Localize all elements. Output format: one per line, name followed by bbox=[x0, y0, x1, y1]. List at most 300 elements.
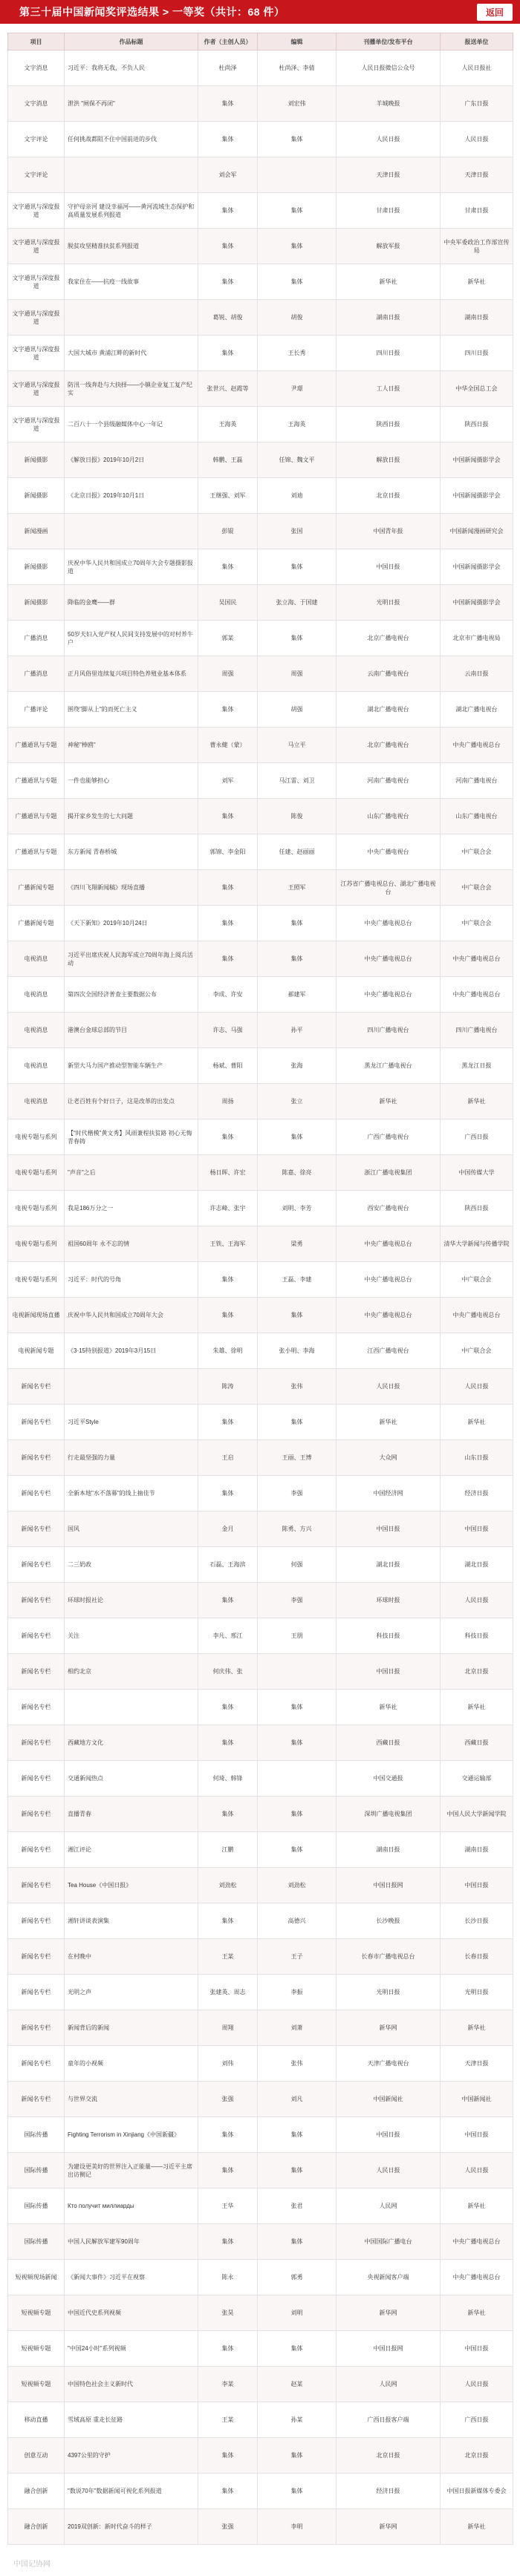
cell-publisher: 北京广播电视台 bbox=[337, 621, 441, 656]
cell-category: 新闻摄影 bbox=[8, 478, 65, 514]
cell-publisher: 中国国际广播电台 bbox=[337, 2224, 441, 2260]
cell-category: 文字评论 bbox=[8, 122, 65, 157]
cell-author: 集体 bbox=[198, 906, 258, 941]
table-row bbox=[8, 86, 513, 122]
table-row bbox=[8, 1725, 513, 1761]
table-row bbox=[8, 2438, 513, 2474]
cell-author: 集体 bbox=[198, 1262, 258, 1298]
cell-category: 电视专题与系列 bbox=[8, 1262, 65, 1298]
table-row bbox=[8, 371, 513, 407]
cell-title: 我家住在——抗疫一线故事 bbox=[65, 264, 198, 300]
cell-publisher: 环球时报 bbox=[337, 1583, 441, 1618]
cell-editor: 高德兴 bbox=[258, 1903, 337, 1939]
cell-title: 防汛一线奔赴与大抉择——小镇企业复工复产纪实 bbox=[65, 371, 198, 407]
cell-title: 50岁夫妇入党产权人民间支持发展中的对村养牛户 bbox=[65, 621, 198, 656]
cell-publisher: 中国日报 bbox=[337, 549, 441, 585]
cell-editor: 张小明、李海 bbox=[258, 1333, 337, 1369]
cell-publisher: 中国日报 bbox=[337, 2117, 441, 2153]
cell-editor: 张立海、于国建 bbox=[258, 585, 337, 621]
cell-category: 广播新闻专题 bbox=[8, 906, 65, 941]
cell-submitter: 科技日报 bbox=[441, 1618, 513, 1654]
cell-editor: 郝建军 bbox=[258, 977, 337, 1013]
cell-submitter: 湖北广播电视台 bbox=[441, 692, 513, 728]
cell-category: 电视消息 bbox=[8, 941, 65, 977]
cell-publisher: 广西日报客户端 bbox=[337, 2402, 441, 2438]
cell-category: 文字通讯与深度报道 bbox=[8, 371, 65, 407]
cell-author: 杨日晖、许宏 bbox=[198, 1155, 258, 1191]
cell-editor: 集体 bbox=[258, 2474, 337, 2509]
cell-category: 文字通讯与深度报道 bbox=[8, 229, 65, 264]
cell-title: 在村晚中 bbox=[65, 1939, 198, 1975]
cell-publisher: 科技日报 bbox=[337, 1618, 441, 1654]
column-header-submitter: 报送单位 bbox=[441, 33, 513, 50]
cell-editor bbox=[258, 1761, 337, 1797]
cell-title: 2019双创新：新时代奋斗的样子 bbox=[65, 2509, 198, 2545]
cell-submitter: 天津日报 bbox=[441, 2046, 513, 2082]
cell-submitter: 山东广播电视台 bbox=[441, 799, 513, 834]
cell-submitter: 中央广播电视总台 bbox=[441, 2224, 513, 2260]
cell-submitter: 中广联合会 bbox=[441, 870, 513, 906]
table-row bbox=[8, 1975, 513, 2010]
cell-category: 新闻漫画 bbox=[8, 514, 65, 549]
cell-publisher: 中央广播电视总台 bbox=[337, 906, 441, 941]
table-row bbox=[8, 1903, 513, 1939]
cell-title: 西藏地方文化 bbox=[65, 1725, 198, 1761]
cell-author: 集体 bbox=[198, 264, 258, 300]
cell-submitter: 北京市广播电视局 bbox=[441, 621, 513, 656]
table-row bbox=[8, 157, 513, 193]
cell-publisher: 江西广播电视台 bbox=[337, 1333, 441, 1369]
cell-editor: 张伟 bbox=[258, 1369, 337, 1405]
cell-publisher: 天津日报 bbox=[337, 157, 441, 193]
cell-category: 电视专题与系列 bbox=[8, 1226, 65, 1262]
cell-publisher: 中央广播电视总台 bbox=[337, 1262, 441, 1298]
cell-title: 我是186万分之一 bbox=[65, 1191, 198, 1226]
cell-author: 王某 bbox=[198, 1939, 258, 1975]
cell-submitter: 新华社 bbox=[441, 2010, 513, 2046]
cell-category: 广播消息 bbox=[8, 656, 65, 692]
cell-publisher: 黑龙江广播电视台 bbox=[337, 1048, 441, 1084]
table-row bbox=[8, 300, 513, 336]
cell-publisher: 人民网 bbox=[337, 2367, 441, 2402]
cell-author: 王铁、王海军 bbox=[198, 1226, 258, 1262]
table-row bbox=[8, 1654, 513, 1690]
cell-submitter: 长春日报 bbox=[441, 1939, 513, 1975]
table-row bbox=[8, 799, 513, 834]
cell-author: 李某 bbox=[198, 2367, 258, 2402]
cell-title: 《3·15特别报道》2019年3月15日 bbox=[65, 1333, 198, 1369]
cell-author: 集体 bbox=[198, 86, 258, 122]
table-row bbox=[8, 2402, 513, 2438]
table-body bbox=[8, 50, 513, 2545]
cell-publisher: 中国经济网 bbox=[337, 1476, 441, 1511]
cell-category: 广播新闻专题 bbox=[8, 870, 65, 906]
cell-author: 张世兴、赵霞等 bbox=[198, 371, 258, 407]
cell-category: 文字通讯与深度报道 bbox=[8, 193, 65, 229]
table-row bbox=[8, 1690, 513, 1725]
cell-publisher: 中国日报 bbox=[337, 1654, 441, 1690]
cell-editor: 孙平 bbox=[258, 1013, 337, 1048]
cell-publisher: 四川日报 bbox=[337, 336, 441, 371]
cell-submitter: 新华社 bbox=[441, 1405, 513, 1440]
cell-editor: 集体 bbox=[258, 906, 337, 941]
table-row bbox=[8, 621, 513, 656]
cell-category: 新闻名专栏 bbox=[8, 1832, 65, 1868]
cell-editor: 集体 bbox=[258, 549, 337, 585]
cell-title: "数说70年"数据新闻可视化系列报道 bbox=[65, 2474, 198, 2509]
cell-category: 文字通讯与深度报道 bbox=[8, 300, 65, 336]
cell-publisher: 中国日报网 bbox=[337, 1868, 441, 1903]
cell-category: 广播通讯与专题 bbox=[8, 728, 65, 763]
cell-title: 行走最坚强的力量 bbox=[65, 1440, 198, 1476]
cell-editor: 王照军 bbox=[258, 870, 337, 906]
cell-publisher: 解放军报 bbox=[337, 229, 441, 264]
table-row bbox=[8, 1618, 513, 1654]
cell-editor: 集体 bbox=[258, 2438, 337, 2474]
cell-author: 周翔 bbox=[198, 2010, 258, 2046]
cell-editor: 李振 bbox=[258, 1975, 337, 2010]
cell-editor: 任建、赵丽丽 bbox=[258, 834, 337, 870]
cell-author: 郭某 bbox=[198, 621, 258, 656]
cell-author: 何琦、韩锋 bbox=[198, 1761, 258, 1797]
cell-title: 《天下新知》2019年10月24日 bbox=[65, 906, 198, 941]
cell-publisher: 光明日报 bbox=[337, 1975, 441, 2010]
cell-submitter: 湖北日报 bbox=[441, 1547, 513, 1583]
table-row bbox=[8, 193, 513, 229]
cell-editor: 刘劲松 bbox=[258, 1868, 337, 1903]
cell-submitter: 中国新闻摄影学会 bbox=[441, 585, 513, 621]
cell-category: 新闻名专栏 bbox=[8, 1440, 65, 1476]
cell-author: 葛锐、胡俊 bbox=[198, 300, 258, 336]
cell-author: 刘伟 bbox=[198, 2046, 258, 2082]
cell-category: 新闻名专栏 bbox=[8, 2046, 65, 2082]
cell-publisher: 西藏日报 bbox=[337, 1725, 441, 1761]
cell-editor: 刘明、李芳 bbox=[258, 1191, 337, 1226]
table-row bbox=[8, 585, 513, 621]
table-row bbox=[8, 549, 513, 585]
cell-category: 短视频现场新闻 bbox=[8, 2260, 65, 2295]
cell-publisher: 人民日报 bbox=[337, 2153, 441, 2188]
table-row bbox=[8, 1939, 513, 1975]
cell-category: 新闻名专栏 bbox=[8, 2082, 65, 2117]
back-button[interactable]: 返回 bbox=[477, 4, 513, 21]
cell-category: 广播评论 bbox=[8, 692, 65, 728]
cell-title: 相约北京 bbox=[65, 1654, 198, 1690]
cell-editor: 王磊、李建 bbox=[258, 1262, 337, 1298]
cell-author: 王继强、刘军 bbox=[198, 478, 258, 514]
header-bar bbox=[0, 0, 520, 24]
cell-submitter: 四川日报 bbox=[441, 336, 513, 371]
cell-publisher: 湖南日报 bbox=[337, 300, 441, 336]
cell-submitter: 中国新闻漫画研究会 bbox=[441, 514, 513, 549]
cell-category: 电视消息 bbox=[8, 1084, 65, 1119]
cell-editor: 集体 bbox=[258, 1832, 337, 1868]
cell-title: 中国近代史系列视频 bbox=[65, 2295, 198, 2331]
cell-publisher: 江苏省广播电视总台、湖北广播电视台 bbox=[337, 870, 441, 906]
cell-category: 新闻名专栏 bbox=[8, 1547, 65, 1583]
cell-publisher: 光明日报 bbox=[337, 585, 441, 621]
table-row bbox=[8, 2295, 513, 2331]
cell-category: 创意互动 bbox=[8, 2438, 65, 2474]
table-row bbox=[8, 442, 513, 478]
cell-category: 电视新闻现场直播 bbox=[8, 1298, 65, 1333]
table-row bbox=[8, 1333, 513, 1369]
cell-author: 集体 bbox=[198, 229, 258, 264]
cell-title: 一件也能够担心 bbox=[65, 763, 198, 799]
cell-author: 集体 bbox=[198, 2438, 258, 2474]
cell-submitter: 长沙日报 bbox=[441, 1903, 513, 1939]
table-row bbox=[8, 514, 513, 549]
cell-editor: 何强 bbox=[258, 1547, 337, 1583]
cell-category: 国际传播 bbox=[8, 2153, 65, 2188]
cell-title: 二三奶政 bbox=[65, 1547, 198, 1583]
cell-category: 新闻名专栏 bbox=[8, 1868, 65, 1903]
cell-editor: 刘明 bbox=[258, 2295, 337, 2331]
cell-editor: 王长秀 bbox=[258, 336, 337, 371]
cell-publisher: 西安广播电视台 bbox=[337, 1191, 441, 1226]
cell-publisher: 甘肃日报 bbox=[337, 193, 441, 229]
cell-title bbox=[65, 514, 198, 549]
cell-submitter: 新华社 bbox=[441, 2509, 513, 2545]
cell-title: 泄洪 "闸保不再闭" bbox=[65, 86, 198, 122]
cell-author: 集体 bbox=[198, 941, 258, 977]
table-row bbox=[8, 977, 513, 1013]
cell-author: 集体 bbox=[198, 870, 258, 906]
table-row bbox=[8, 2331, 513, 2367]
cell-editor: 集体 bbox=[258, 122, 337, 157]
cell-author: 李凡、邢江 bbox=[198, 1618, 258, 1654]
cell-publisher: 经济日报 bbox=[337, 2474, 441, 2509]
cell-title: 习近平Style bbox=[65, 1405, 198, 1440]
cell-author: 集体 bbox=[198, 1690, 258, 1725]
cell-editor: 杜尚泽、李倩 bbox=[258, 50, 337, 86]
cell-category: 文字消息 bbox=[8, 86, 65, 122]
cell-publisher: 新华社 bbox=[337, 1084, 441, 1119]
cell-title: 降临的金鹰——群 bbox=[65, 585, 198, 621]
cell-category: 新闻名专栏 bbox=[8, 1761, 65, 1797]
cell-publisher: 中国日报网 bbox=[337, 2331, 441, 2367]
cell-publisher: 解放日报 bbox=[337, 442, 441, 478]
cell-editor: 刘宏伟 bbox=[258, 86, 337, 122]
column-header-title: 作品标题 bbox=[65, 33, 198, 50]
cell-submitter: 新华社 bbox=[441, 2188, 513, 2224]
cell-submitter: 中广联合会 bbox=[441, 906, 513, 941]
cell-editor bbox=[258, 1654, 337, 1690]
cell-title bbox=[65, 1369, 198, 1405]
cell-editor: 集体 bbox=[258, 2224, 337, 2260]
cell-publisher: 河南广播电视台 bbox=[337, 763, 441, 799]
cell-title: Tea House《中国日报》 bbox=[65, 1868, 198, 1903]
table-row bbox=[8, 1119, 513, 1155]
cell-author: 郭锦、李金阳 bbox=[198, 834, 258, 870]
cell-submitter: 中国日报 bbox=[441, 2331, 513, 2367]
cell-category: 文字通讯与深度报道 bbox=[8, 407, 65, 442]
cell-category: 新闻摄影 bbox=[8, 549, 65, 585]
cell-publisher: 中央广播电视台 bbox=[337, 834, 441, 870]
cell-submitter: 人民日报 bbox=[441, 1583, 513, 1618]
column-header-editor: 编辑 bbox=[258, 33, 337, 50]
cell-publisher: 湖北广播电视台 bbox=[337, 692, 441, 728]
cell-publisher: 大众网 bbox=[337, 1440, 441, 1476]
cell-submitter: 中广联合会 bbox=[441, 1333, 513, 1369]
cell-publisher: 长春市广播电视总台 bbox=[337, 1939, 441, 1975]
cell-title: 中国特色社会主义新时代 bbox=[65, 2367, 198, 2402]
table-row bbox=[8, 478, 513, 514]
cell-category: 新闻名专栏 bbox=[8, 2010, 65, 2046]
table-row bbox=[8, 336, 513, 371]
cell-editor: 马江雷、刘卫 bbox=[258, 763, 337, 799]
cell-editor: 集体 bbox=[258, 229, 337, 264]
cell-editor: 赵某 bbox=[258, 2367, 337, 2402]
cell-title: 【“时代楷模”黄文秀】风雨兼程扶贫路 初心无悔青春铸 bbox=[65, 1119, 198, 1155]
cell-publisher: 中国日报 bbox=[337, 1511, 441, 1547]
cell-title: 习近平：我将无我，不负人民 bbox=[65, 50, 198, 86]
cell-submitter: 中华全国总工会 bbox=[441, 371, 513, 407]
cell-title: 全新本地"水不落幕"的线上抽佳节 bbox=[65, 1476, 198, 1511]
cell-title: 庆祝中华人民共和国成立70周年大会 bbox=[65, 1298, 198, 1333]
cell-submitter: 中广联合会 bbox=[441, 834, 513, 870]
cell-category: 融合创新 bbox=[8, 2509, 65, 2545]
cell-submitter: 新华社 bbox=[441, 2295, 513, 2331]
cell-editor: 李明 bbox=[258, 2509, 337, 2545]
cell-author: 集体 bbox=[198, 122, 258, 157]
cell-category: 新闻名专栏 bbox=[8, 1654, 65, 1690]
cell-submitter: 人民日报 bbox=[441, 2153, 513, 2188]
cell-title: 中国人民解放军建军90周年 bbox=[65, 2224, 198, 2260]
cell-title: 关注 bbox=[65, 1618, 198, 1654]
cell-author: 李成、许安 bbox=[198, 977, 258, 1013]
cell-category: 短视频专题 bbox=[8, 2367, 65, 2402]
cell-category: 电视消息 bbox=[8, 1013, 65, 1048]
watermark: 中国记协网 bbox=[13, 2560, 51, 2569]
cell-publisher: 人民日报 bbox=[337, 1369, 441, 1405]
table-row bbox=[8, 1832, 513, 1868]
cell-submitter: 四川广播电视台 bbox=[441, 1013, 513, 1048]
cell-title: 港澳台金球总部的节目 bbox=[65, 1013, 198, 1048]
cell-author: 集体 bbox=[198, 799, 258, 834]
cell-category: 新闻名专栏 bbox=[8, 1939, 65, 1975]
cell-author: 周强 bbox=[198, 656, 258, 692]
cell-editor: 集体 bbox=[258, 1797, 337, 1832]
cell-author: 杜尚泽 bbox=[198, 50, 258, 86]
cell-title: 新闻背后的新闻 bbox=[65, 2010, 198, 2046]
cell-author: 集体 bbox=[198, 2117, 258, 2153]
cell-author: 集体 bbox=[198, 1298, 258, 1333]
table-row bbox=[8, 656, 513, 692]
cell-title: 神秘"棒鸥" bbox=[65, 728, 198, 763]
cell-title: 童年的小视频 bbox=[65, 2046, 198, 2082]
cell-publisher: 湖北日报 bbox=[337, 1547, 441, 1583]
table-row bbox=[8, 692, 513, 728]
cell-editor: 集体 bbox=[258, 1405, 337, 1440]
table-row bbox=[8, 1155, 513, 1191]
cell-submitter: 中国日报新媒体专委会 bbox=[441, 2474, 513, 2509]
table-row bbox=[8, 1013, 513, 1048]
cell-author: 许志峰、张宇 bbox=[198, 1191, 258, 1226]
cell-submitter: 湖南日报 bbox=[441, 1832, 513, 1868]
table-row bbox=[8, 728, 513, 763]
table-row bbox=[8, 1797, 513, 1832]
table-row bbox=[8, 870, 513, 906]
cell-category: 广播消息 bbox=[8, 621, 65, 656]
cell-category: 国际传播 bbox=[8, 2188, 65, 2224]
cell-title: 脱贫攻坚精准扶贫系列报道 bbox=[65, 229, 198, 264]
table-row bbox=[8, 2367, 513, 2402]
cell-editor: 集体 bbox=[258, 1690, 337, 1725]
cell-submitter: 光明日报 bbox=[441, 1975, 513, 2010]
cell-category: 移动直播 bbox=[8, 2402, 65, 2438]
cell-submitter: 陕西日报 bbox=[441, 407, 513, 442]
cell-editor: 集体 bbox=[258, 621, 337, 656]
cell-editor: 王丽、王博 bbox=[258, 1440, 337, 1476]
cell-editor: 陈嘉、徐亮 bbox=[258, 1155, 337, 1191]
cell-title: 正月风俗里连续复兴项目特色养殖业基本体系 bbox=[65, 656, 198, 692]
cell-editor: 张伟 bbox=[258, 2046, 337, 2082]
table-row bbox=[8, 2474, 513, 2509]
cell-submitter: 河南广播电视台 bbox=[441, 763, 513, 799]
cell-editor: 刘萧 bbox=[258, 2010, 337, 2046]
cell-editor: 尹璟 bbox=[258, 371, 337, 407]
cell-publisher: 中国交通报 bbox=[337, 1761, 441, 1797]
table-row bbox=[8, 122, 513, 157]
results-table-container bbox=[7, 33, 513, 2545]
table-row bbox=[8, 2260, 513, 2295]
cell-publisher: 四川广播电视台 bbox=[337, 1013, 441, 1048]
cell-category: 电视新闻专题 bbox=[8, 1333, 65, 1369]
cell-category: 新闻名专栏 bbox=[8, 1903, 65, 1939]
table-row bbox=[8, 2224, 513, 2260]
cell-editor: 王海英 bbox=[258, 407, 337, 442]
table-row bbox=[8, 407, 513, 442]
cell-author: 朱雄、徐明 bbox=[198, 1333, 258, 1369]
cell-publisher: 中央广播电视总台 bbox=[337, 1226, 441, 1262]
cell-category: 短视频专题 bbox=[8, 2331, 65, 2367]
cell-submitter: 中国新闻摄影学会 bbox=[441, 549, 513, 585]
table-header-row bbox=[8, 33, 513, 50]
cell-category: 电视消息 bbox=[8, 977, 65, 1013]
cell-title: 直播青春 bbox=[65, 1797, 198, 1832]
cell-title: 4397公里的守护 bbox=[65, 2438, 198, 2474]
cell-editor: 梁勇 bbox=[258, 1226, 337, 1262]
page-title: 第三十届中国新闻奖评选结果 > 一等奖（共计：68 件） bbox=[19, 6, 285, 18]
cell-submitter: 中广联合会 bbox=[441, 1262, 513, 1298]
cell-submitter: 中央广播电视总台 bbox=[441, 1298, 513, 1333]
cell-submitter: 新华社 bbox=[441, 1690, 513, 1725]
table-row bbox=[8, 1369, 513, 1405]
table-row bbox=[8, 1048, 513, 1084]
table-row bbox=[8, 1547, 513, 1583]
cell-title: 东方新闻 青春桥城 bbox=[65, 834, 198, 870]
cell-editor: 胡俊 bbox=[258, 300, 337, 336]
cell-editor: 李强 bbox=[258, 1583, 337, 1618]
cell-title: 《四川飞翔新闻稿》现场直播 bbox=[65, 870, 198, 906]
table-row bbox=[8, 2153, 513, 2188]
cell-submitter: 新华社 bbox=[441, 1084, 513, 1119]
cell-title: 交通新闻热点 bbox=[65, 1761, 198, 1797]
cell-editor: 张君 bbox=[258, 2188, 337, 2224]
cell-publisher: 中国青年报 bbox=[337, 514, 441, 549]
cell-author: 江鹏 bbox=[198, 1832, 258, 1868]
cell-title: 国风 bbox=[65, 1511, 198, 1547]
cell-publisher: 中央广播电视总台 bbox=[337, 941, 441, 977]
cell-publisher: 北京日报 bbox=[337, 478, 441, 514]
table-row bbox=[8, 1084, 513, 1119]
cell-submitter: 云南日报 bbox=[441, 656, 513, 692]
cell-editor: 集体 bbox=[258, 2153, 337, 2188]
cell-title bbox=[65, 300, 198, 336]
cell-editor: 郭勇 bbox=[258, 2260, 337, 2295]
cell-editor: 刘迪 bbox=[258, 478, 337, 514]
